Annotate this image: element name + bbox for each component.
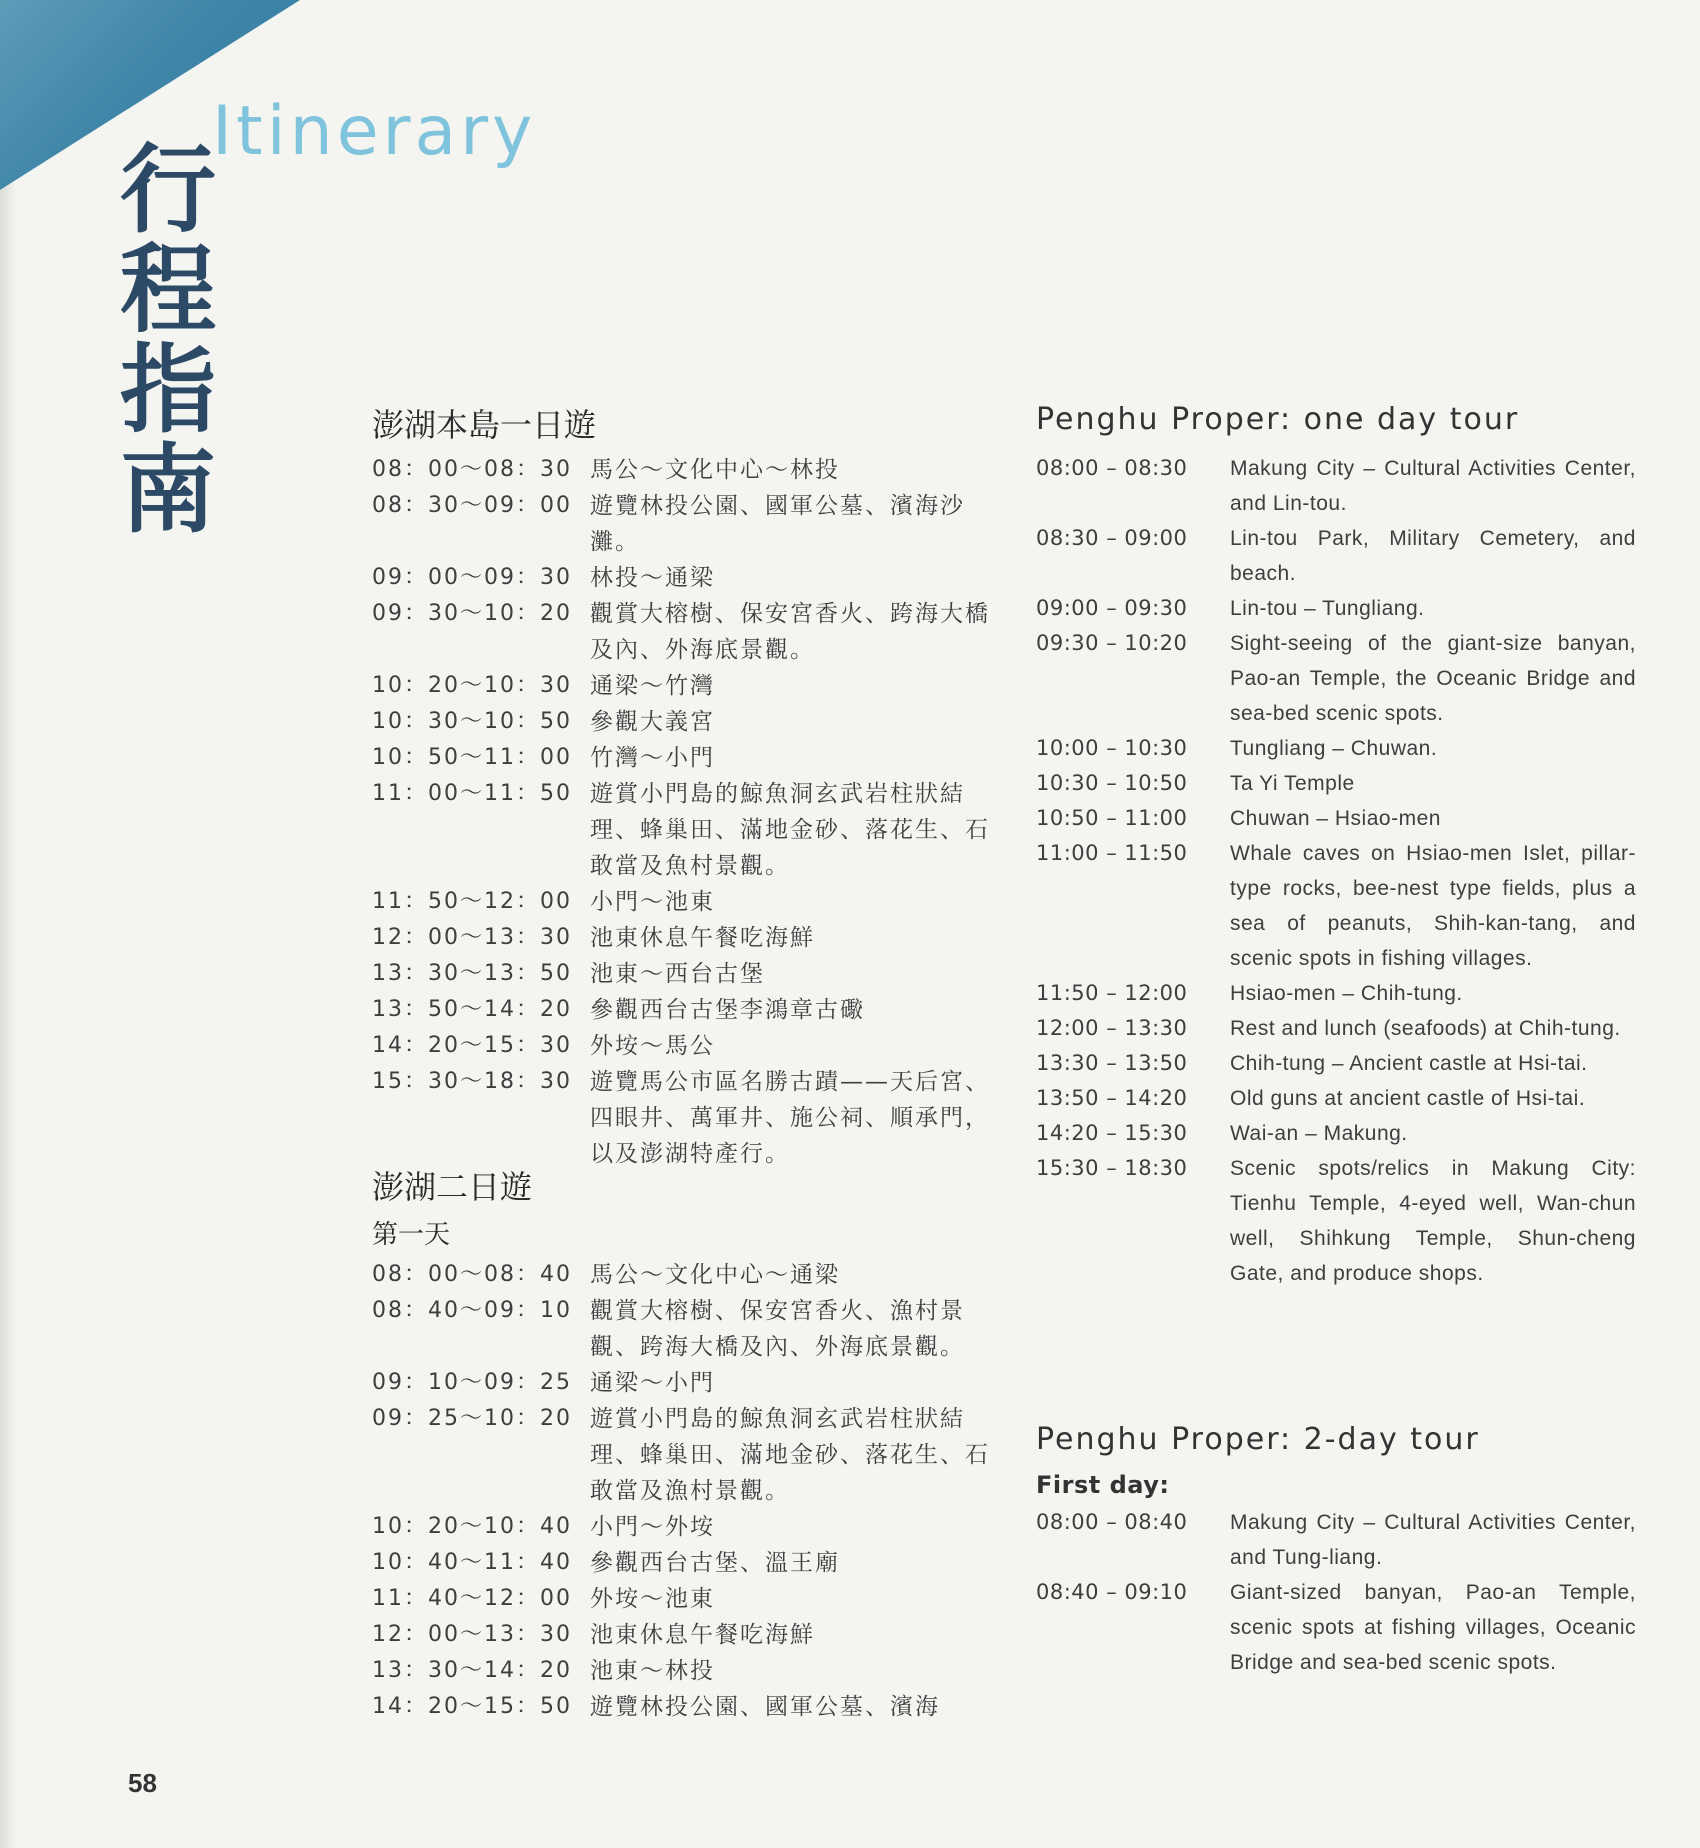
itinerary-row — [1036, 976, 1636, 1011]
itinerary-time: 08:00 – 08:30 — [1036, 456, 1188, 480]
itinerary-time: 13:50 – 14:20 — [1036, 1086, 1188, 1110]
itinerary-time: 12：00～13：30 — [372, 925, 572, 950]
itinerary-description: 馬公～文化中心～通梁 — [590, 1262, 840, 1288]
itinerary-description: 通梁～小門 — [590, 1370, 715, 1396]
itinerary-description: 參觀西台古堡、溫王廟 — [590, 1550, 840, 1576]
itinerary-row — [372, 1293, 992, 1365]
itinerary-time: 13:30 – 13:50 — [1036, 1051, 1188, 1075]
itinerary-description: Tungliang – Chuwan. — [1230, 737, 1438, 760]
itinerary-time: 10：30～10：50 — [372, 709, 572, 734]
itinerary-description: 遊賞小門島的鯨魚洞玄武岩柱狀結理、蜂巢田、滿地金砂、落花生、石敢當及漁村景觀。 — [590, 1406, 990, 1504]
itinerary-description: 通梁～竹灣 — [590, 673, 715, 699]
itinerary-description: 竹灣～小門 — [590, 745, 715, 771]
itinerary-row — [372, 956, 992, 992]
itinerary-description: 遊覽林投公園、國軍公墓、濱海沙灘。 — [590, 493, 965, 555]
en-one-day-section — [1036, 402, 1636, 1291]
itinerary-row — [1036, 626, 1636, 731]
itinerary-description: 遊覽林投公園、國軍公墓、濱海 — [590, 1694, 940, 1720]
itinerary-description: 參觀西台古堡李鴻章古礮 — [590, 997, 865, 1023]
itinerary-time: 13：50～14：20 — [372, 997, 572, 1022]
page-title-zh: 行程指南 — [120, 134, 216, 546]
itinerary-time: 10:50 – 11:00 — [1036, 806, 1188, 830]
itinerary-time: 08:40 – 09:10 — [1036, 1580, 1188, 1604]
itinerary-time: 13：30～14：20 — [372, 1658, 572, 1683]
itinerary-time: 13：30～13：50 — [372, 961, 572, 986]
itinerary-row — [1036, 1151, 1636, 1291]
itinerary-time: 15：30～18：30 — [372, 1069, 572, 1094]
itinerary-row — [372, 1545, 992, 1581]
itinerary-row — [1036, 1116, 1636, 1151]
itinerary-description: 觀賞大榕樹、保安宮香火、漁村景觀、跨海大橋及內、外海底景觀。 — [590, 1298, 965, 1360]
itinerary-description: 外垵～馬公 — [590, 1033, 715, 1059]
itinerary-row — [372, 1365, 992, 1401]
itinerary-row — [372, 560, 992, 596]
itinerary-time: 15:30 – 18:30 — [1036, 1156, 1188, 1180]
itinerary-row — [1036, 1505, 1636, 1575]
itinerary-description: 池東～西台古堡 — [590, 961, 765, 987]
itinerary-time: 09：00～09：30 — [372, 565, 572, 590]
itinerary-time: 08:30 – 09:00 — [1036, 526, 1188, 550]
itinerary-description: Giant-sized banyan, Pao-an Temple, scenic spots at fishing villages, Oceanic Bridge and sea-bed scenic spots. — [1230, 1581, 1636, 1674]
page-number: 58 — [128, 1768, 157, 1798]
itinerary-row — [1036, 1081, 1636, 1116]
itinerary-row — [372, 1028, 992, 1064]
itinerary-time: 11：00～11：50 — [372, 781, 572, 806]
itinerary-time: 09:00 – 09:30 — [1036, 596, 1188, 620]
itinerary-time: 08：00～08：40 — [372, 1262, 572, 1287]
itinerary-description: 外垵～池東 — [590, 1586, 715, 1612]
itinerary-time: 12：00～13：30 — [372, 1622, 572, 1647]
itinerary-description: Sight-seeing of the giant-size banyan, Pao-an Temple, the Oceanic Bridge and sea-bed scenic spots. — [1230, 632, 1636, 725]
itinerary-description: 參觀大義宮 — [590, 709, 715, 735]
itinerary-time: 10：50～11：00 — [372, 745, 572, 770]
itinerary-row — [1036, 1046, 1636, 1081]
itinerary-description: 池東休息午餐吃海鮮 — [590, 1622, 815, 1648]
itinerary-description: Scenic spots/relics in Makung City: Tienhu Temple, 4-eyed well, Wan-chun well, Shihkung Temple, Shun-cheng Gate, and produce shops. — [1230, 1157, 1636, 1285]
itinerary-description: 馬公～文化中心～林投 — [590, 457, 840, 483]
itinerary-description: Chih-tung – Ancient castle at Hsi-tai. — [1230, 1052, 1588, 1075]
itinerary-row — [372, 776, 992, 884]
zh-two-day-title: 澎湖二日遊 — [372, 1168, 533, 1206]
itinerary-row — [372, 1653, 992, 1689]
zh-two-day-section — [372, 1162, 992, 1725]
itinerary-description: Whale caves on Hsiao-men Islet, pillar-type rocks, bee-nest type fields, plus a sea of peanuts, Shih-kan-tang, and scenic spots in fishing villages. — [1230, 842, 1636, 970]
itinerary-time: 09：25～10：20 — [372, 1406, 572, 1431]
itinerary-row — [372, 1401, 992, 1509]
itinerary-row — [372, 1689, 992, 1725]
itinerary-description: Wai-an – Makung. — [1230, 1122, 1408, 1145]
itinerary-row — [372, 1509, 992, 1545]
itinerary-time: 11：50～12：00 — [372, 889, 572, 914]
page-binding-edge — [0, 0, 16, 1848]
itinerary-row — [372, 1581, 992, 1617]
itinerary-description: 遊賞小門島的鯨魚洞玄武岩柱狀結理、蜂巢田、滿地金砂、落花生、石敢當及魚村景觀。 — [590, 781, 990, 879]
itinerary-row — [1036, 836, 1636, 976]
itinerary-time: 10：20～10：40 — [372, 1514, 572, 1539]
itinerary-description: Makung City – Cultural Activities Center, and Tung-liang. — [1230, 1511, 1636, 1569]
itinerary-row — [372, 1617, 992, 1653]
en-two-day-list — [1036, 1505, 1636, 1680]
itinerary-time: 08：00～08：30 — [372, 457, 572, 482]
itinerary-time: 11:50 – 12:00 — [1036, 981, 1188, 1005]
itinerary-row — [372, 740, 992, 776]
en-one-day-list — [1036, 451, 1636, 1291]
itinerary-row — [372, 668, 992, 704]
itinerary-description: 小門～池東 — [590, 889, 715, 915]
itinerary-description: 池東～林投 — [590, 1658, 715, 1684]
itinerary-row — [372, 1257, 992, 1293]
itinerary-row — [372, 596, 992, 668]
zh-one-day-title: 澎湖本島一日遊 — [372, 406, 597, 444]
itinerary-description: 觀賞大榕樹、保安宮香火、跨海大橋及內、外海底景觀。 — [590, 601, 990, 663]
itinerary-time: 10:30 – 10:50 — [1036, 771, 1188, 795]
itinerary-time: 11：40～12：00 — [372, 1586, 572, 1611]
itinerary-row — [1036, 766, 1636, 801]
en-one-day-title: Penghu Proper: one day tour — [1036, 402, 1520, 437]
itinerary-time: 09：30～10：20 — [372, 601, 572, 626]
itinerary-time: 09:30 – 10:20 — [1036, 631, 1188, 655]
itinerary-row — [1036, 591, 1636, 626]
itinerary-row — [1036, 801, 1636, 836]
itinerary-time: 10：20～10：30 — [372, 673, 572, 698]
itinerary-row — [372, 704, 992, 740]
itinerary-row — [372, 884, 992, 920]
itinerary-row — [372, 992, 992, 1028]
en-two-day-subtitle: First day: — [1036, 1471, 1170, 1499]
itinerary-description: Lin-tou Park, Military Cemetery, and beach. — [1230, 527, 1636, 585]
itinerary-time: 14:20 – 15:30 — [1036, 1121, 1188, 1145]
itinerary-row — [372, 488, 992, 560]
itinerary-row — [1036, 1011, 1636, 1046]
itinerary-description: 小門～外垵 — [590, 1514, 715, 1540]
itinerary-row — [1036, 451, 1636, 521]
zh-two-day-list — [372, 1257, 992, 1725]
zh-one-day-section — [372, 400, 992, 1172]
itinerary-time: 10：40～11：40 — [372, 1550, 572, 1575]
itinerary-time: 11:00 – 11:50 — [1036, 841, 1188, 865]
itinerary-time: 10:00 – 10:30 — [1036, 736, 1188, 760]
itinerary-row — [1036, 731, 1636, 766]
itinerary-time: 09：10～09：25 — [372, 1370, 572, 1395]
itinerary-time: 08:00 – 08:40 — [1036, 1510, 1188, 1534]
itinerary-row — [1036, 1575, 1636, 1680]
itinerary-description: 林投～通梁 — [590, 565, 715, 591]
itinerary-description: 池東休息午餐吃海鮮 — [590, 925, 815, 951]
itinerary-description: Hsiao-men – Chih-tung. — [1230, 982, 1463, 1005]
itinerary-description: Rest and lunch (seafoods) at Chih-tung. — [1230, 1017, 1621, 1040]
en-two-day-section — [1036, 1422, 1636, 1680]
itinerary-row — [1036, 521, 1636, 591]
itinerary-time: 08：30～09：00 — [372, 493, 572, 518]
itinerary-time: 14：20～15：30 — [372, 1033, 572, 1058]
itinerary-description: 遊覽馬公市區名勝古蹟——天后宮、四眼井、萬軍井、施公祠、順承門，以及澎湖特產行。 — [590, 1069, 990, 1167]
itinerary-row — [372, 920, 992, 956]
itinerary-description: Ta Yi Temple — [1230, 772, 1355, 795]
itinerary-description: Old guns at ancient castle of Hsi-tai. — [1230, 1087, 1586, 1110]
page-title-en: Itinerary — [212, 92, 537, 171]
en-two-day-title: Penghu Proper: 2-day tour — [1036, 1422, 1480, 1457]
itinerary-time: 14：20～15：50 — [372, 1694, 572, 1719]
itinerary-row — [372, 452, 992, 488]
itinerary-row — [372, 1064, 992, 1172]
itinerary-description: Lin-tou – Tungliang. — [1230, 597, 1425, 620]
zh-two-day-subtitle: 第一天 — [372, 1220, 451, 1250]
itinerary-time: 12:00 – 13:30 — [1036, 1016, 1188, 1040]
itinerary-description: Chuwan – Hsiao-men — [1230, 807, 1441, 830]
itinerary-description: Makung City – Cultural Activities Center, and Lin-tou. — [1230, 457, 1636, 515]
zh-one-day-list — [372, 452, 992, 1172]
itinerary-time: 08：40～09：10 — [372, 1298, 572, 1323]
